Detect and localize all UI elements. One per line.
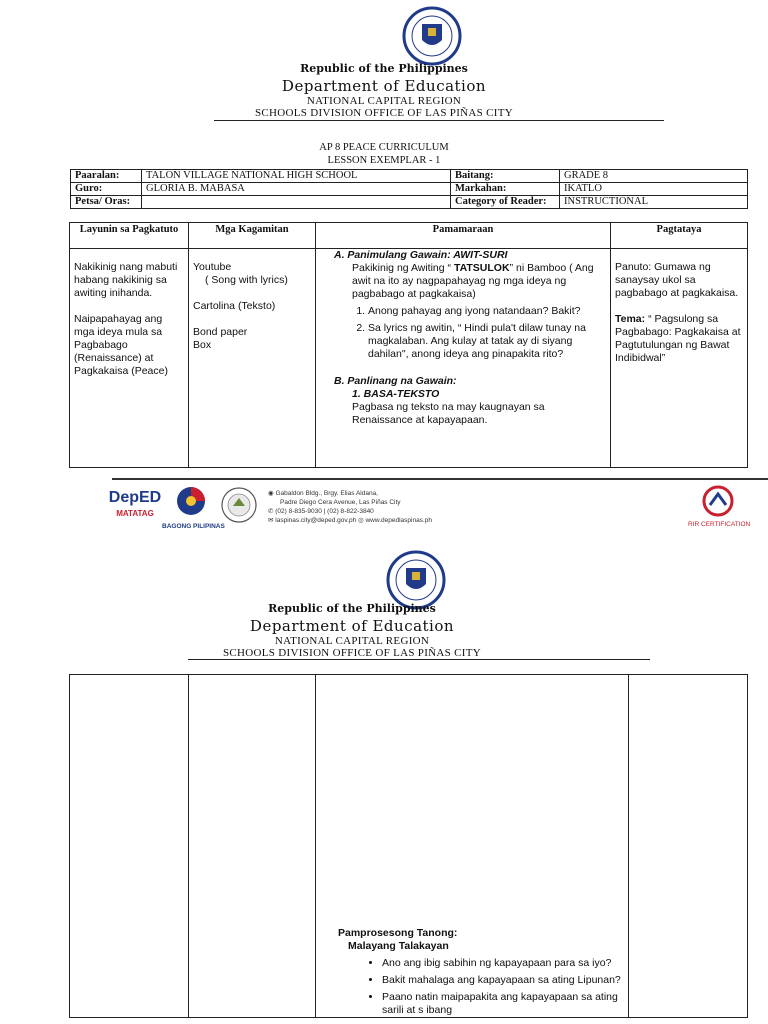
pagtataya-p1: Panuto: Gumawa ng sanaysay ukol sa pagbabago at pagkakaisa.	[615, 261, 739, 299]
processing-questions-title: Pamprosesong Tanong:	[338, 927, 458, 939]
tema-text: “ Pagsulong sa Pagbabago: Pagkakaisa at Pagtutulungan ng Bawat Indibidwal”	[615, 313, 741, 364]
markahan-label: Markahan:	[451, 183, 560, 196]
deped-seal-icon-2	[386, 550, 446, 610]
section-b-title: Panlinang na Gawain:	[347, 375, 457, 387]
email-line: ✉ laspinas.city@deped.gov.ph ◎ www.depedlaspinas.ph	[268, 517, 432, 524]
paaralan-label: Paaralan:	[71, 170, 142, 183]
department-title: Department of Education	[281, 77, 487, 95]
phone: (02) 8-835-9030 | (02) 8-822-3840	[275, 508, 374, 515]
pq-2: • Bakit mahalaga ang kapayapaan sa ating Lipunan?	[382, 974, 624, 987]
col-pagtataya: Pagtataya	[611, 223, 748, 249]
kagamitan-cell	[189, 249, 316, 468]
address-line-1: ◉ Gabaldon Bldg., Brgy. Elias Aldana,	[268, 490, 378, 497]
header-rule-2	[188, 659, 650, 660]
kagamitan-1: Youtube	[193, 261, 232, 273]
deped-logo-text: DepED	[108, 489, 162, 506]
bagong-pilipinas-text: BAGONG PILIPINAS	[162, 523, 225, 530]
section-a-text	[338, 262, 606, 301]
pamamaraan-cell-2	[316, 675, 629, 1018]
republic-line-2: Republic of the Philippines	[268, 602, 436, 615]
section-a-title: Panimulang Gawain: AWIT-SURI	[347, 249, 508, 261]
section-b-text: Pagbasa ng teksto na may kaugnayan sa Renaissance at kapayapaan.	[352, 401, 545, 426]
pagtataya-cell	[611, 249, 748, 468]
song-title: TATSULOK	[453, 262, 510, 274]
email: laspinas.city@deped.gov.ph	[275, 517, 357, 524]
pamamaraan-cell	[316, 249, 611, 468]
rir-certification-text: RIR CERTIFICATION	[688, 521, 751, 528]
layunin-cell	[70, 249, 189, 468]
rir-certification-icon	[700, 485, 736, 517]
division-line: SCHOOLS DIVISION OFFICE OF LAS PIÑAS CITY	[255, 107, 513, 119]
pq-3: • Paano natin maipapakita ang kapayapaan sa ating sarili at s ibang	[382, 991, 624, 1017]
processing-questions-sub: Malayang Talakayan	[348, 940, 449, 952]
bagong-pilipinas-icon	[170, 485, 212, 519]
layunin-cell-2	[70, 675, 189, 1018]
doc-subtitle: LESSON EXEMPLAR - 1	[327, 155, 441, 166]
col-pamamaraan: Pamamaraan	[316, 223, 611, 249]
kagamitan-4: Bond paper	[193, 326, 248, 338]
tema-label: Tema:	[615, 313, 646, 325]
petsa-value	[142, 196, 451, 209]
header-rule	[214, 120, 664, 121]
kagamitan-5: Box	[193, 339, 212, 351]
col-kagamitan: Mga Kagamitan	[189, 223, 316, 249]
question-1: 1. Anong pahayag ang iyong natandaan? Bakit?	[368, 305, 606, 318]
guro-label: Guro:	[71, 183, 142, 196]
kagamitan-2: ( Song with lyrics)	[205, 274, 288, 286]
question-2: 2. Sa lyrics ng awitin, “ Hindi pula't dilaw tunay na magkalaban. Ang kulay at tatak ay di siyang dahilan", anong ideya ang pinapakita rito?	[368, 322, 606, 361]
reader-label: Category of Reader:	[451, 196, 560, 209]
region-line: NATIONAL CAPITAL REGION	[306, 95, 462, 107]
petsa-label: Petsa/ Oras:	[71, 196, 142, 209]
section-b-sub: 1. BASA-TEKSTO	[352, 388, 440, 400]
region-line-2: NATIONAL CAPITAL REGION	[274, 635, 430, 647]
address-1: Gabaldon Bldg., Brgy. Elias Aldana,	[275, 490, 378, 497]
question-list	[338, 305, 606, 361]
processing-questions-list	[338, 957, 624, 1017]
division-line-2: SCHOOLS DIVISION OFFICE OF LAS PIÑAS CITY	[223, 647, 481, 659]
deped-logo	[108, 489, 162, 518]
address-line-2: Padre Diego Cera Avenue, Las Piñas City	[280, 499, 401, 506]
website: www.depedlaspinas.ph	[365, 517, 432, 524]
deped-seal-icon	[402, 6, 462, 66]
baitang-value: GRADE 8	[560, 170, 748, 183]
lesson-table	[69, 222, 748, 468]
info-table	[70, 169, 748, 209]
layunin-p2: Naipapahayag ang mga ideya mula sa Pagbabago (Renaissance) at Pagkakaisa (Peace)	[74, 313, 168, 377]
kagamitan-3: Cartolina (Teksto)	[193, 300, 276, 312]
lesson-table-2	[69, 674, 748, 1018]
pagtataya-cell-2	[629, 675, 748, 1018]
guro-value: GLORIA B. MABASA	[142, 183, 451, 196]
a-text-2: ” ni Bamboo ( Ang awit na ito ay nagpapahayag ng mga ideya ng pagbabago at pagkakaisa)	[352, 262, 594, 300]
department-title-2: Department of Education	[249, 617, 455, 635]
section-a-letter: A.	[334, 249, 345, 261]
layunin-p1: Nakikinig nang mabuti habang nakikinig sa awiting inihanda.	[74, 261, 178, 299]
footer-rule	[112, 478, 768, 480]
section-b-letter: B.	[334, 375, 345, 387]
baitang-label: Baitang:	[451, 170, 560, 183]
reader-value: INSTRUCTIONAL	[560, 196, 748, 209]
doc-title: AP 8 PEACE CURRICULUM	[319, 142, 449, 153]
footer-contact	[268, 489, 468, 525]
markahan-value: IKATLO	[560, 183, 748, 196]
paaralan-value: TALON VILLAGE NATIONAL HIGH SCHOOL	[142, 170, 451, 183]
pq-1: • Ano ang ibig sabihin ng kapayapaan para sa iyo?	[382, 957, 624, 970]
col-layunin: Layunin sa Pagkatuto	[70, 223, 189, 249]
kagamitan-cell-2	[189, 675, 316, 1018]
a-text-1: Pakikinig ng Awiting “	[352, 262, 454, 274]
division-seal-icon	[220, 486, 258, 524]
phone-line: ✆ (02) 8-835-9030 | (02) 8-822-3840	[268, 508, 374, 515]
republic-line: Republic of the Philippines	[300, 62, 468, 75]
matatag-text: MATATAG	[116, 509, 154, 518]
